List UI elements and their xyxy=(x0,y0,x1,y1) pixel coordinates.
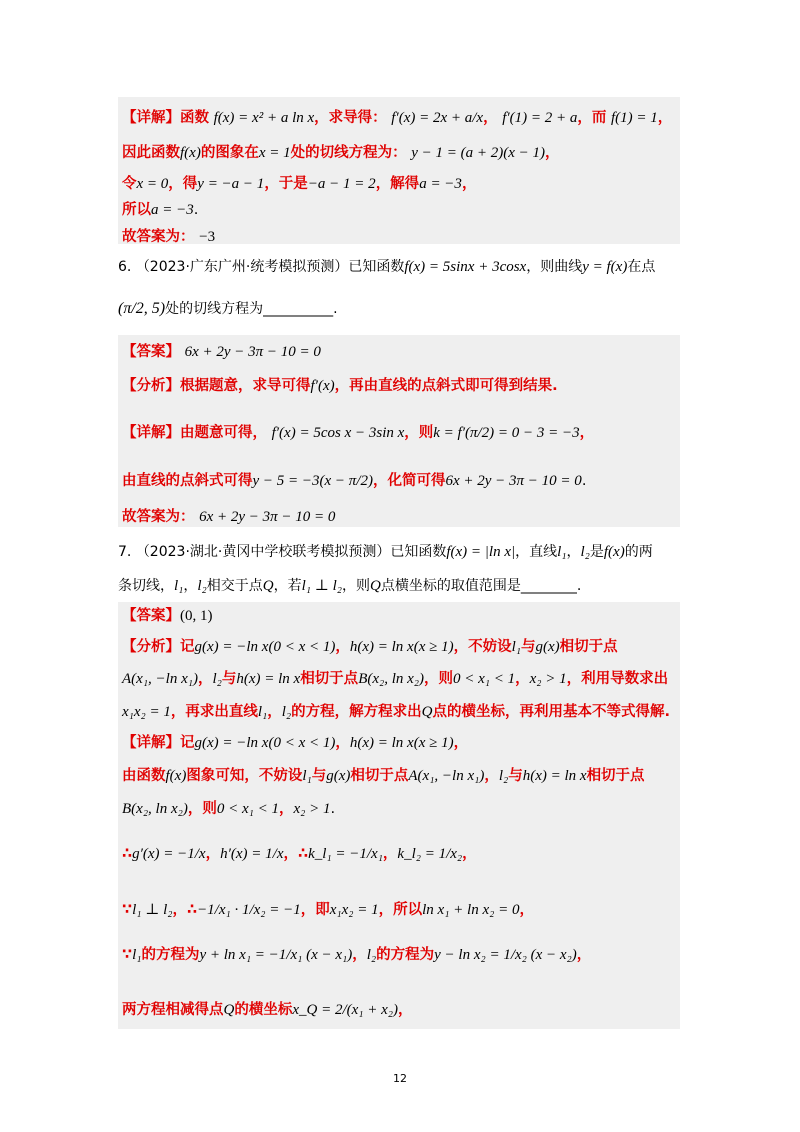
text: 的横坐标 xyxy=(234,1002,293,1018)
text: ， xyxy=(519,902,534,918)
q7-detail-3 xyxy=(122,797,335,818)
text: ， xyxy=(352,947,367,963)
p5-final-answer xyxy=(122,225,215,246)
text: ， xyxy=(515,671,530,687)
p5-line-4 xyxy=(122,198,198,219)
text: 所以 xyxy=(122,202,151,218)
text: 记 xyxy=(180,735,195,751)
text: ，而 xyxy=(577,110,607,126)
formula: l₂ xyxy=(580,544,590,560)
text: ， xyxy=(382,846,398,862)
formula: l₁ xyxy=(302,768,312,784)
text: ， xyxy=(579,425,595,441)
question-source: （2023·广东广州·统考模拟预测）已知函数 xyxy=(135,259,405,275)
q6-line-2 xyxy=(118,298,338,318)
formula: B(x₂, ln x₂) xyxy=(358,671,425,687)
text: 条切线， xyxy=(118,578,174,594)
text: ，则曲线 xyxy=(526,259,583,275)
formula: −1/x₁ · 1/x₂ = −1 xyxy=(197,902,301,918)
q7-analysis-1 xyxy=(122,635,618,656)
text: ，解得 xyxy=(375,176,420,192)
text: 在点 xyxy=(627,259,656,275)
answer-label: 【答案】 xyxy=(122,608,180,624)
formula: (0, 1) xyxy=(180,608,213,624)
text: ，∴ xyxy=(172,902,198,918)
text: ， xyxy=(267,704,282,720)
formula: l₂ xyxy=(366,947,377,963)
q7-detail-4 xyxy=(122,842,477,863)
text: ，若 xyxy=(273,578,302,594)
text: ，不妨设 xyxy=(453,639,512,655)
text: 由函数 xyxy=(122,768,166,784)
text: 函数 xyxy=(180,110,209,126)
formula: h(x) = ln x(x ≥ 1) xyxy=(349,735,454,751)
text: ， xyxy=(205,846,221,862)
text: 的方程为 xyxy=(141,947,200,963)
formula: (π/2, 5) xyxy=(118,300,166,317)
therefore-symbol: ∴ xyxy=(122,846,133,862)
formula: x₂ > 1 xyxy=(529,671,567,687)
formula: h(x) = ln x(x ≥ 1) xyxy=(349,639,454,655)
formula: Q xyxy=(421,704,433,720)
text: . xyxy=(193,202,199,218)
text: 与 xyxy=(311,768,327,784)
formula: f(1) = 1 xyxy=(611,110,658,126)
text: . xyxy=(576,578,582,594)
formula: k_l₁ = −1/x₁ xyxy=(308,846,383,862)
formula: A(x₁, −ln x₁) xyxy=(122,671,198,687)
analysis-label: 【分析】 xyxy=(122,639,180,655)
detail-label: 【详解】 xyxy=(122,425,180,441)
answer-blank[interactable]: ________ xyxy=(520,578,577,594)
text: 由直线的点斜式可得 xyxy=(122,473,253,489)
text: ，所以 xyxy=(378,902,423,918)
text: 因此函数 xyxy=(122,145,180,161)
formula: x₁x₂ = 1 xyxy=(329,902,379,918)
formula: l₂ xyxy=(281,704,292,720)
q7-analysis-3 xyxy=(122,700,670,721)
p5-line-3 xyxy=(122,172,476,193)
text: 点的横坐标，再利用基本不等式得解. xyxy=(432,704,671,720)
formula: Q xyxy=(370,578,381,594)
text: 相交于点 xyxy=(206,578,263,594)
q7-analysis-2 xyxy=(122,667,668,688)
text: ， xyxy=(462,846,477,862)
text: ，再由直线的点斜式即可得到结果. xyxy=(334,378,558,394)
formula: 6x + 2y − 3π − 10 = 0 xyxy=(184,344,321,360)
q7-detail-5 xyxy=(122,898,534,919)
q6-analysis xyxy=(122,374,558,395)
text: ，则 xyxy=(424,671,454,687)
formula: f′(x) = 2x + a/x xyxy=(391,110,484,126)
text: ， xyxy=(453,735,469,751)
formula: x_Q = 2/(x₁ + x₂) xyxy=(292,1002,398,1018)
question-number: 6. xyxy=(118,259,132,275)
text: 与 xyxy=(221,671,237,687)
text: 由题意可得， xyxy=(180,425,267,441)
formula: Q xyxy=(262,578,274,594)
formula: l₂ xyxy=(498,768,509,784)
detail-label: 【详解】 xyxy=(122,110,180,126)
formula: −3 xyxy=(199,229,216,245)
q7-answer xyxy=(122,604,213,625)
text: 是 xyxy=(589,544,604,560)
text: 相切于点 xyxy=(350,768,409,784)
text: 根据题意，求导可得 xyxy=(180,378,311,394)
q6-detail-1 xyxy=(122,421,594,442)
q7-detail-6 xyxy=(122,943,591,964)
text: ，得 xyxy=(168,176,198,192)
answer-blank[interactable]: __________ xyxy=(263,301,334,317)
detail-label: 【详解】 xyxy=(122,735,180,751)
formula: 0 < x₁ < 1 xyxy=(216,801,279,817)
q6-answer xyxy=(122,340,321,361)
formula: a = −3 xyxy=(151,202,194,218)
text: ，则 xyxy=(187,801,217,817)
formula: A(x₁, −ln x₁) xyxy=(408,768,485,784)
formula: l₁ ⊥ l₂ xyxy=(301,578,342,594)
p5-detail-line xyxy=(122,106,672,127)
formula: y − ln x₂ = 1/x₂ (x − x₂) xyxy=(434,947,577,963)
text: ，即 xyxy=(300,902,330,918)
formula: h(x) = ln x xyxy=(236,671,301,687)
text: 与 xyxy=(520,639,536,655)
text: 的图象在 xyxy=(200,145,259,161)
formula: g(x) = −ln x(0 < x < 1) xyxy=(194,735,336,751)
text: . xyxy=(333,301,338,317)
q6-final-answer xyxy=(122,505,335,526)
text: 相切于点 xyxy=(559,639,618,655)
text: 的两 xyxy=(624,544,653,560)
text: ， xyxy=(566,544,581,560)
formula: y − 5 = −3(x − π/2) xyxy=(252,473,373,489)
because-symbol: ∵ xyxy=(122,902,133,918)
q7-line-1 xyxy=(118,541,653,561)
text: 处的切线方程为 xyxy=(165,301,264,317)
q7-detail-1 xyxy=(122,731,468,752)
formula: x = 1 xyxy=(258,145,291,161)
text: ， xyxy=(483,110,498,126)
formula: x₁x₂ = 1 xyxy=(122,704,171,720)
formula: h(x) = ln x xyxy=(522,768,587,784)
question-source: （2023·湖北·黄冈中学校联考模拟预测）已知函数 xyxy=(135,544,447,560)
text: ，于是 xyxy=(264,176,308,192)
formula: B(x₂, ln x₂) xyxy=(122,801,188,817)
q7-detail-2 xyxy=(122,764,645,785)
formula: Q xyxy=(223,1002,235,1018)
formula: g(x) xyxy=(535,639,560,655)
page-number: 12 xyxy=(393,1072,407,1085)
formula: l₁ ⊥ l₂ xyxy=(132,902,173,918)
formula: l₁ xyxy=(174,578,184,594)
formula: l₁ xyxy=(257,704,268,720)
formula: f(x) = |ln x| xyxy=(446,544,516,560)
text: 处的切线方程为： xyxy=(290,145,407,161)
formula: f(x) = x² + a ln x xyxy=(213,110,315,126)
formula: f(x) xyxy=(180,145,201,161)
formula: −a − 1 = 2 xyxy=(307,176,376,192)
formula: y = −a − 1 xyxy=(197,176,265,192)
q6-line-1 xyxy=(118,256,655,276)
text: ，再求出直线 xyxy=(170,704,258,720)
text: ，利用导数求出 xyxy=(566,671,669,687)
text: ， xyxy=(335,639,350,655)
text: ，则 xyxy=(404,425,434,441)
formula: k = f′(π/2) = 0 − 3 = −3 xyxy=(433,425,580,441)
text: 与 xyxy=(508,768,523,784)
text: ，则 xyxy=(342,578,370,594)
text: 点横坐标的取值范围是 xyxy=(380,578,521,594)
text: 的方程为 xyxy=(376,947,435,963)
text: . xyxy=(330,801,336,817)
q7-line-2 xyxy=(118,575,581,595)
formula: l₂ xyxy=(212,671,222,687)
formula: l₂ xyxy=(197,578,207,594)
formula: l₁ xyxy=(132,947,142,963)
formula: f(x) xyxy=(165,768,187,784)
q7-detail-7 xyxy=(122,998,412,1019)
formula: l₁ xyxy=(557,544,567,560)
formula: g(x) xyxy=(326,768,351,784)
formula: h′(x) = 1/x xyxy=(220,846,284,862)
text: ， xyxy=(484,768,499,784)
formula: y + ln x₁ = −1/x₁ (x − x₁) xyxy=(199,947,353,963)
answer-label: 【答案】 xyxy=(122,344,180,360)
formula: ln x₁ + ln x₂ = 0 xyxy=(422,902,520,918)
formula: 6x + 2y − 3π − 10 = 0 xyxy=(445,473,582,489)
formula: f(x) xyxy=(603,544,625,560)
text: ， xyxy=(278,801,294,817)
q6-detail-2 xyxy=(122,469,586,490)
text: 记 xyxy=(180,639,195,655)
formula: f′(x) = 5cos x − 3sin x xyxy=(271,425,405,441)
text: ， xyxy=(576,947,592,963)
formula: y = f(x) xyxy=(582,259,628,275)
text: ， xyxy=(657,110,673,126)
formula: f′(x) xyxy=(310,378,335,394)
formula: x₂ > 1 xyxy=(293,801,331,817)
text: ， xyxy=(461,176,477,192)
formula: f′(1) = 2 + a xyxy=(502,110,578,126)
p5-line-2 xyxy=(122,141,560,162)
text: ， xyxy=(197,671,213,687)
text: ， xyxy=(397,1002,413,1018)
analysis-label: 【分析】 xyxy=(122,378,180,394)
formula: g(x) = −ln x(0 < x < 1) xyxy=(194,639,336,655)
text: ， xyxy=(183,578,198,594)
formula: l₁ xyxy=(511,639,521,655)
text: 的方程，解方程求出 xyxy=(291,704,422,720)
formula: f(x) = 5sinx + 3cosx xyxy=(404,259,527,275)
formula: g′(x) = −1/x xyxy=(132,846,206,862)
formula: 0 < x₁ < 1 xyxy=(453,671,516,687)
text: 相切于点 xyxy=(586,768,645,784)
text: 图象可知，不妨设 xyxy=(186,768,303,784)
text: 两方程相减得点 xyxy=(122,1002,224,1018)
text: ，直线 xyxy=(515,544,558,560)
question-number: 7. xyxy=(118,544,132,560)
text: . xyxy=(581,473,587,489)
text: 故答案为： xyxy=(122,509,195,525)
text: ， xyxy=(335,735,350,751)
text: 令 xyxy=(122,176,137,192)
formula: k_l₂ = 1/x₂ xyxy=(397,846,463,862)
formula: 6x + 2y − 3π − 10 = 0 xyxy=(199,509,336,525)
text: ，求导得： xyxy=(314,110,387,126)
formula: y − 1 = (a + 2)(x − 1) xyxy=(411,145,546,161)
text: ， xyxy=(545,145,560,161)
text: ，化简可得 xyxy=(372,473,446,489)
formula: a = −3 xyxy=(419,176,462,192)
text: 相切于点 xyxy=(300,671,359,687)
because-symbol: ∵ xyxy=(122,947,133,963)
text: ，∴ xyxy=(283,846,309,862)
formula: x = 0 xyxy=(136,176,169,192)
text: 故答案为： xyxy=(122,229,195,245)
